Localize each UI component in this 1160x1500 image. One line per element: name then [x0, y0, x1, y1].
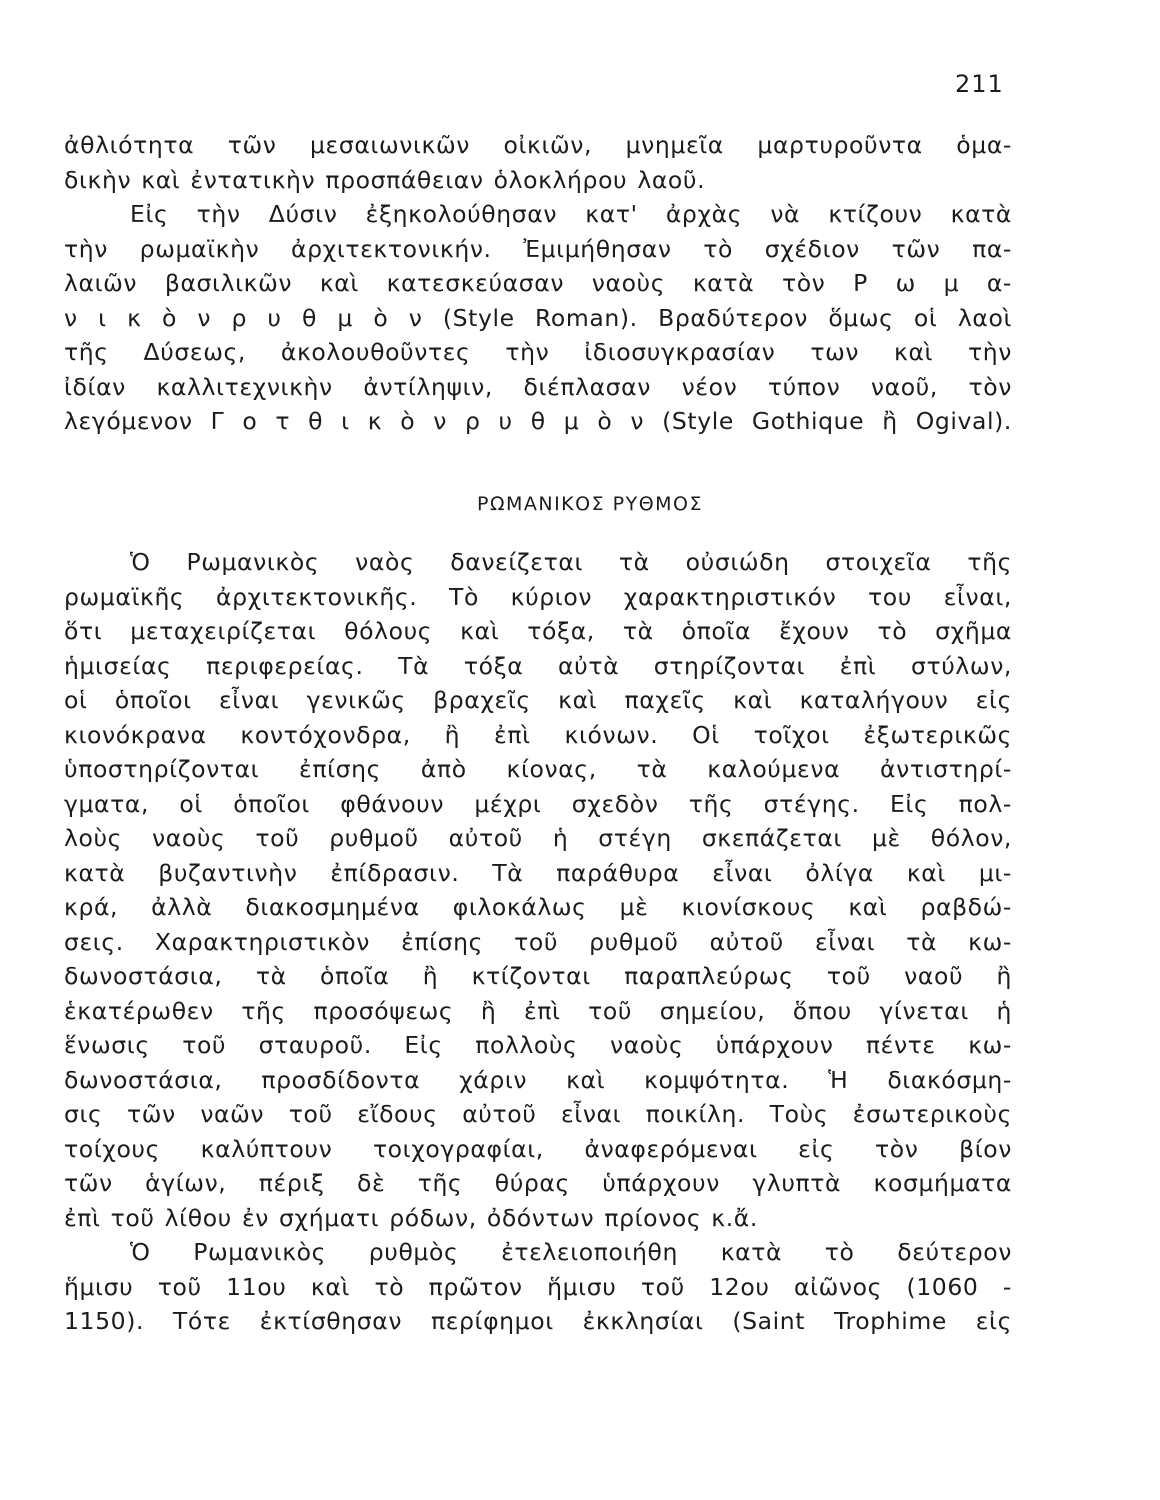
text-line: λεγόμενον Γ ο τ θ ι κ ὸ ν ρ υ θ μ ὸ ν (Style Gothique ἢ Ogival).: [64, 407, 1012, 435]
text-line: τῆς Δύσεως, ἀκολουθοῦντες τὴν ἰδιοσυγκρασίαν των καὶ τὴν: [64, 338, 1012, 366]
text-line: Ὁ Ρωμανικὸς ρυθμὸς ἐτελειοποιήθη κατὰ τὸ δεύτερον: [130, 1238, 1012, 1266]
text-line: λοὺς ναοὺς τοῦ ρυθμοῦ αὐτοῦ ἡ στέγη σκεπάζεται μὲ θόλον,: [64, 824, 1012, 852]
text-line: σις τῶν ναῶν τοῦ εἴδους αὐτοῦ εἶναι ποικίλη. Τοὺς ἐσωτερικοὺς: [64, 1100, 1012, 1128]
page-number: 211: [955, 70, 1004, 98]
text-line: κιονόκρανα κοντόχονδρα, ἢ ἐπὶ κιόνων. Οἱ τοῖχοι ἐξωτερικῶς: [64, 720, 1012, 749]
text-line: τῶν ἁγίων, πέριξ δὲ τῆς θύρας ὑπάρχουν γλυπτὰ κοσμήματα: [64, 1169, 1012, 1197]
text-line: ἑκατέρωθεν τῆς προσόψεως ἢ ἐπὶ τοῦ σημείου, ὅπου γίνεται ἡ: [64, 996, 1012, 1025]
text-line: ρωμαϊκῆς ἀρχιτεκτονικῆς. Τὸ κύριον χαρακτηριστικόν του εἶναι,: [64, 582, 1012, 611]
text-line: ὅτι μεταχειρίζεται θόλους καὶ τόξα, τὰ ὁποῖα ἔχουν τὸ σχῆμα: [64, 617, 1012, 645]
text-line: δωνοστάσια, προσδίδοντα χάριν καὶ κομψότητα. Ἡ διακόσμη-: [64, 1065, 1012, 1094]
text-line: ὑποστηρίζονται ἐπίσης ἀπὸ κίονας, τὰ καλούμενα ἀντιστηρί-: [64, 755, 1012, 783]
intro-paragraph: [64, 128, 1012, 439]
text-line: ἐπὶ τοῦ λίθου ἐν σχήματι ρόδων, ὀδόντων πρίονος κ.ἄ.: [64, 1203, 758, 1232]
text-line: ἕνωσις τοῦ σταυροῦ. Εἰς πολλοὺς ναοὺς ὑπάρχουν πέντε κω-: [64, 1031, 1012, 1059]
text-line: ν ι κ ὸ ν ρ υ θ μ ὸ ν (Style Roman). Βραδύτερον ὅμως οἱ λαοὶ: [64, 303, 1012, 332]
romanesque-paragraph: [64, 545, 1012, 1339]
text-line: ἀθλιότητα τῶν μεσαιωνικῶν οἰκιῶν, μνημεῖα μαρτυροῦντα ὁμα-: [64, 131, 1012, 159]
text-line: δικὴν καὶ ἐντατικὴν προσπάθειαν ὁλοκλήρου λαοῦ.: [64, 165, 706, 194]
section-heading: ΡΩΜΑΝΙΚΟΣ ΡΥΘΜΟΣ: [476, 493, 703, 515]
text-line: 1150). Τότε ἐκτίσθησαν περίφημοι ἐκκλησίαι (Saint Trophime εἰς: [64, 1307, 1012, 1335]
text-line: Εἰς τὴν Δύσιν ἐξηκολούθησαν κατ' ἀρχὰς νὰ κτίζουν κατὰ: [130, 200, 1012, 228]
text-line: κρά, ἀλλὰ διακοσμημένα φιλοκάλως μὲ κιονίσκους καὶ ραβδώ-: [64, 893, 1012, 921]
text-line: ἥμισυ τοῦ 11ου καὶ τὸ πρῶτον ἥμισυ τοῦ 12ου αἰῶνος (1060 -: [64, 1272, 1012, 1301]
text-line: κατὰ βυζαντινὴν ἐπίδρασιν. Τὰ παράθυρα εἶναι ὀλίγα καὶ μι-: [64, 858, 1012, 887]
text-line: τὴν ρωμαϊκὴν ἀρχιτεκτονικήν. Ἐμιμήθησαν τὸ σχέδιον τῶν πα-: [64, 234, 1012, 263]
text-line: ἰδίαν καλλιτεχνικὴν ἀντίληψιν, διέπλασαν νέον τύπον ναοῦ, τὸν: [64, 372, 1012, 401]
text-line: δωνοστάσια, τὰ ὁποῖα ἢ κτίζονται παραπλεύρως τοῦ ναοῦ ἢ: [64, 962, 1012, 990]
text-line: σεις. Χαρακτηριστικὸν ἐπίσης τοῦ ρυθμοῦ αὐτοῦ εἶναι τὰ κω-: [64, 927, 1012, 956]
text-line: ἡμισείας περιφερείας. Τὰ τόξα αὐτὰ στηρίζονται ἐπὶ στύλων,: [64, 651, 1012, 680]
text-line: τοίχους καλύπτουν τοιχογραφίαι, ἀναφερόμεναι εἰς τὸν βίον: [64, 1134, 1012, 1163]
text-line: γματα, οἱ ὁποῖοι φθάνουν μέχρι σχεδὸν τῆς στέγης. Εἰς πολ-: [64, 789, 1012, 818]
text-line: Ὁ Ρωμανικὸς ναὸς δανείζεται τὰ οὐσιώδη στοιχεῖα τῆς: [130, 548, 1012, 576]
text-line: λαιῶν βασιλικῶν καὶ κατεσκεύασαν ναοὺς κατὰ τὸν Ρ ω μ α-: [64, 269, 1012, 297]
text-line: οἱ ὁποῖοι εἶναι γενικῶς βραχεῖς καὶ παχεῖς καὶ καταλήγουν εἰς: [64, 686, 1012, 714]
